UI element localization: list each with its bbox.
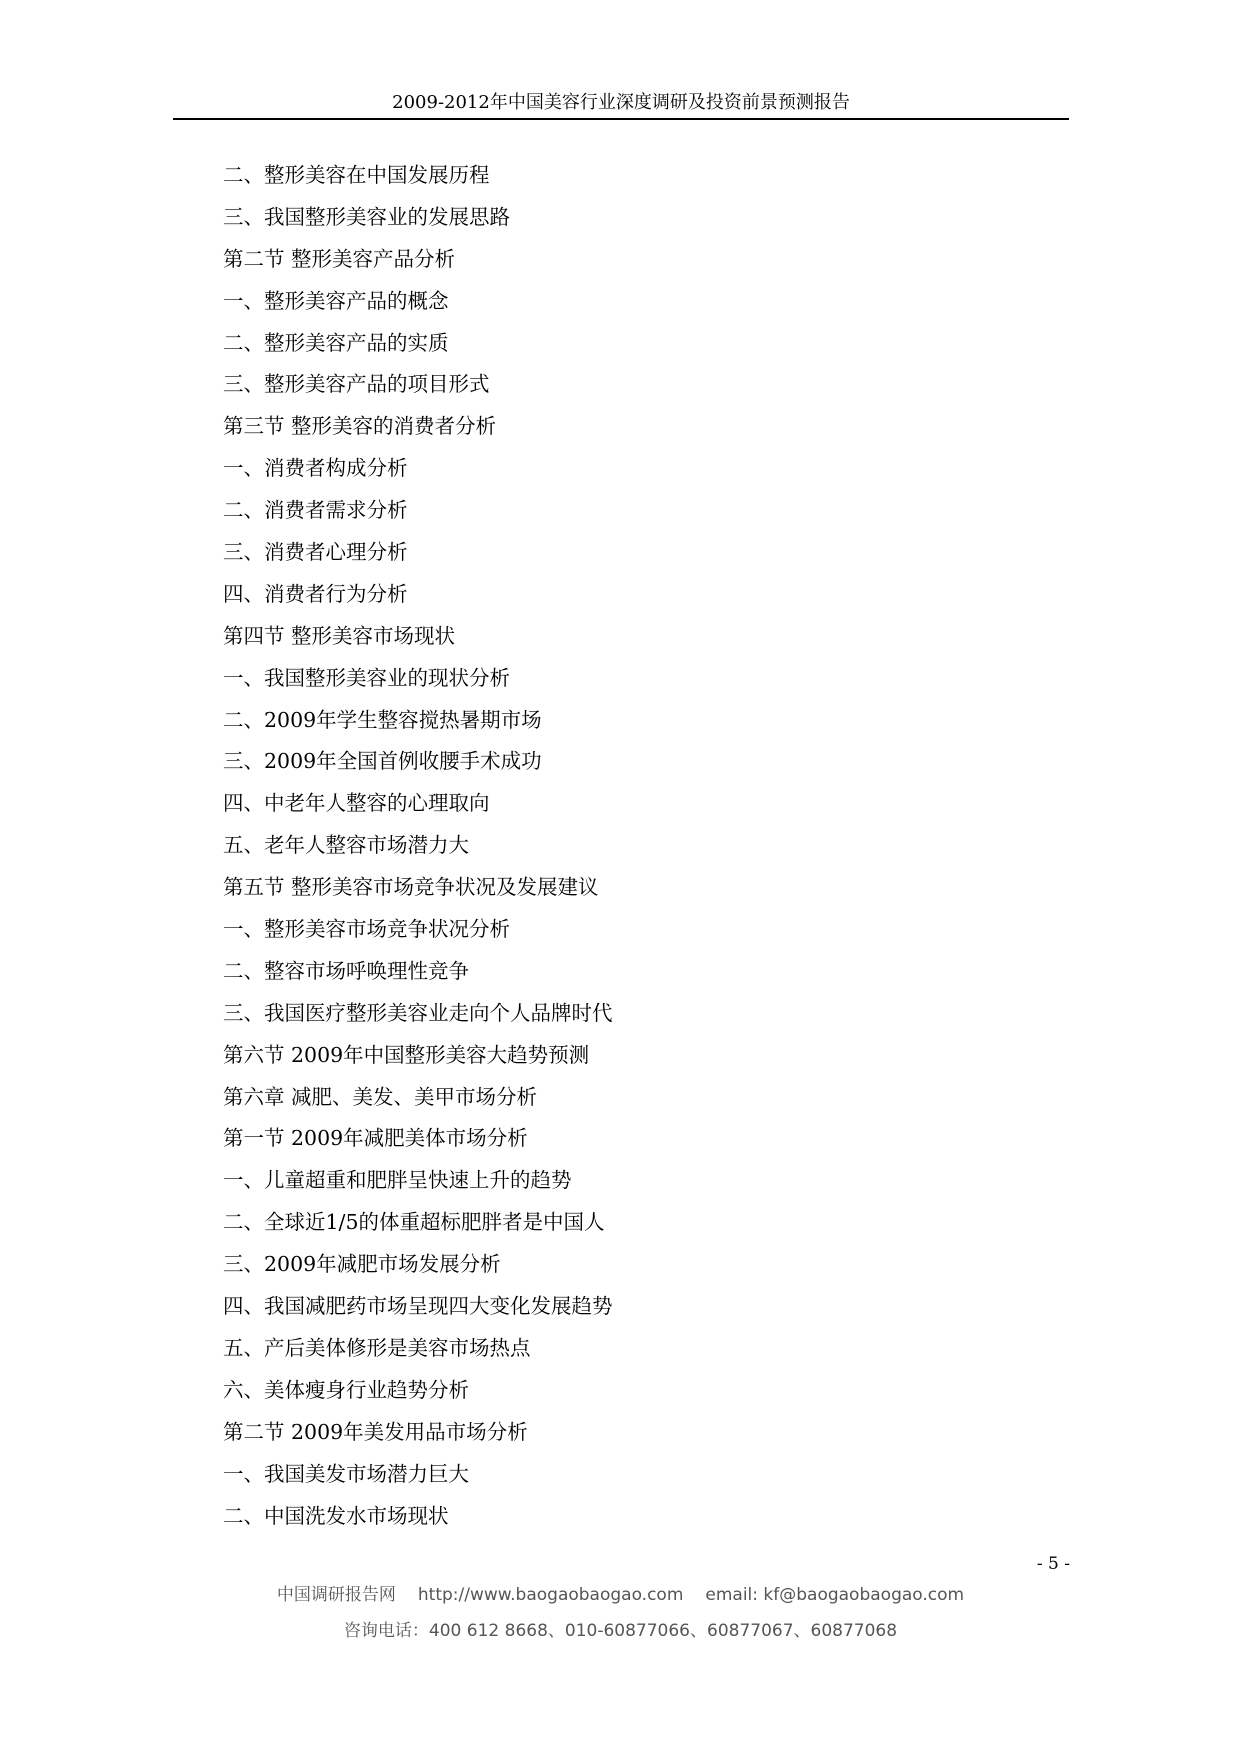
toc-entry: 五、老年人整容市场潜力大 — [223, 833, 469, 858]
toc-entry: 一、我国美发市场潜力巨大 — [223, 1461, 469, 1486]
toc-entry: 三、2009年减肥市场发展分析 — [223, 1252, 501, 1277]
toc-entry: 三、我国整形美容业的发展思路 — [223, 204, 510, 229]
toc-entry: 第五节 整形美容市场竞争状况及发展建议 — [223, 875, 599, 900]
footer-url-link[interactable]: http://www.baogaobaogao.com — [417, 1585, 684, 1605]
toc-entry: 第三节 整形美容的消费者分析 — [223, 414, 497, 439]
footer-phone-label: 咨询电话： — [343, 1621, 429, 1641]
toc-entry: 二、整容市场呼唤理性竞争 — [223, 958, 469, 983]
toc-entry: 三、我国医疗整形美容业走向个人品牌时代 — [223, 1000, 613, 1025]
toc-entry: 四、中老年人整容的心理取向 — [223, 791, 490, 816]
footer-contact-line — [0, 1583, 1241, 1607]
toc-entry: 第六章 减肥、美发、美甲市场分析 — [223, 1084, 538, 1109]
toc-entry: 第一节 2009年减肥美体市场分析 — [223, 1126, 528, 1151]
page-number: - 5 - — [1036, 1554, 1070, 1574]
toc-entry: 二、整形美容产品的实质 — [223, 330, 449, 355]
toc-entry: 一、儿童超重和肥胖呈快速上升的趋势 — [223, 1168, 572, 1193]
toc-entry: 二、整形美容在中国发展历程 — [223, 163, 490, 187]
toc-entry: 四、消费者行为分析 — [223, 581, 408, 606]
footer-email[interactable]: email: kf@baogaobaogao.com — [705, 1585, 965, 1605]
toc-entry: 五、产后美体修形是美容市场热点 — [223, 1335, 531, 1360]
toc-entry: 二、全球近1/5的体重超标肥胖者是中国人 — [223, 1210, 605, 1235]
footer-phone-line — [0, 1619, 1241, 1643]
toc-entry: 第二节 整形美容产品分析 — [223, 246, 456, 271]
toc-entry: 一、整形美容产品的概念 — [223, 288, 449, 313]
report-title: 2009-2012年中国美容行业深度调研及投资前景预测报告 — [392, 92, 850, 113]
toc-entry: 二、消费者需求分析 — [223, 498, 408, 523]
toc-entry: 四、我国减肥药市场呈现四大变化发展趋势 — [223, 1294, 613, 1319]
toc-entry: 一、整形美容市场竞争状况分析 — [223, 917, 510, 942]
toc-entry: 三、消费者心理分析 — [223, 540, 408, 565]
toc-entry: 三、整形美容产品的项目形式 — [223, 372, 490, 397]
footer-site-name: 中国调研报告网 — [276, 1585, 396, 1605]
toc-entry: 二、2009年学生整容搅热暑期市场 — [223, 707, 542, 732]
page-header — [173, 88, 1069, 120]
table-of-contents — [223, 155, 613, 1537]
toc-entry: 第二节 2009年美发用品市场分析 — [223, 1419, 528, 1444]
footer-phone-numbers: 400 612 8668、010-60877066、60877067、60877068 — [428, 1621, 898, 1641]
toc-entry: 第六节 2009年中国整形美容大趋势预测 — [223, 1042, 590, 1067]
toc-entry: 三、2009年全国首例收腰手术成功 — [223, 749, 542, 774]
toc-entry: 一、消费者构成分析 — [223, 456, 408, 481]
toc-entry: 六、美体瘦身行业趋势分析 — [223, 1377, 469, 1402]
toc-entry: 第四节 整形美容市场现状 — [223, 623, 456, 648]
toc-entry: 一、我国整形美容业的现状分析 — [223, 665, 510, 690]
toc-entry: 二、中国洗发水市场现状 — [223, 1503, 449, 1528]
